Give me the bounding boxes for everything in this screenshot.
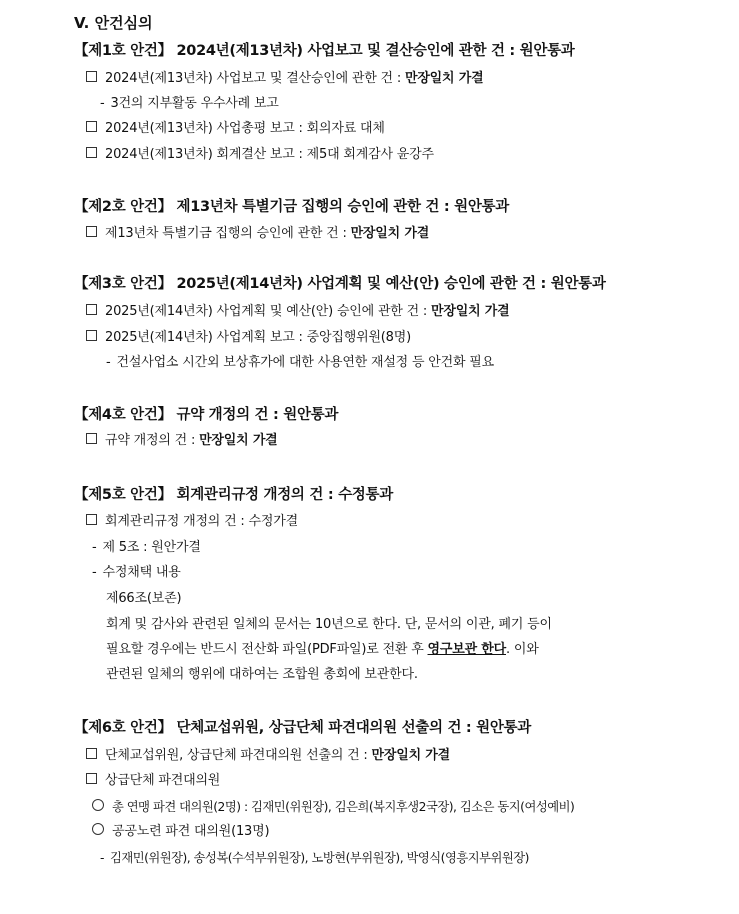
agenda1-item2-text: 2024년(제13년차) 사업총평 보고 : 회의자료 대체 — [105, 121, 385, 136]
circle-bullet-icon — [92, 823, 104, 835]
agenda1-item1 — [86, 70, 483, 88]
agenda1-item2 — [86, 120, 385, 138]
agenda6-item1-result: 만장일치 가결 — [371, 748, 450, 763]
agenda5-body1: 회계 및 감사와 관련된 일체의 문서는 10년으로 한다. 단, 문서의 이관, 폐기 등이 — [106, 617, 552, 632]
dash-bullet: - — [100, 851, 104, 865]
agenda5-item1 — [86, 513, 298, 531]
checkbox-square-icon — [86, 226, 97, 237]
agenda4-title: 【제4호 안건】 규약 개정의 건 : 원안통과 — [74, 407, 339, 423]
agenda6-title: 【제6호 안건】 단체교섭위원, 상급단체 파견대의원 선출의 건 : 원안통과 — [74, 720, 531, 736]
agenda3-item2-text: 2025년(제14년차) 사업계획 보고 : 중앙집행위원(8명) — [105, 330, 411, 345]
agenda1-item3-text: 2024년(제13년차) 회계결산 보고 : 제5대 회계감사 윤강주 — [105, 147, 434, 162]
dash-bullet: - — [92, 540, 97, 555]
agenda2-item1-text: 제13년차 특별기금 집행의 승인에 관한 건 : — [105, 226, 351, 241]
agenda6-sub1-text: 김재민(위원장), 송성복(수석부위원장), 노방현(부위원장), 박영식(영흥지부위원장) — [109, 851, 529, 865]
agenda1-sub1 — [100, 95, 279, 113]
checkbox-square-icon — [86, 773, 97, 784]
circle-bullet-icon — [92, 799, 104, 811]
agenda3-item1-text: 2025년(제14년차) 사업계획 및 예산(안) 승인에 관한 건 : — [105, 304, 431, 319]
agenda1-sub1-text: 3건의 지부활동 우수사례 보고 — [110, 96, 279, 111]
agenda1-item1-text: 2024년(제13년차) 사업보고 및 결산승인에 관한 건 : — [105, 71, 405, 86]
agenda2-item1-result: 만장일치 가결 — [350, 226, 430, 241]
agenda5-body2-post: . 이와 — [506, 642, 539, 657]
agenda5-item1-text: 회계관리규정 개정의 건 : 수정가결 — [105, 514, 298, 529]
agenda5-sub1-text: 제 5조 : 원안가결 — [102, 540, 201, 555]
agenda5-sub2-text: 수정채택 내용 — [102, 565, 181, 580]
agenda6-item1-text: 단체교섭위원, 상급단체 파견대의원 선출의 건 : — [105, 748, 372, 763]
agenda3-sub1 — [106, 354, 494, 372]
agenda5-body3: 관련된 일체의 행위에 대하여는 조합원 총회에 보관한다. — [106, 667, 418, 682]
agenda5-body2-pre: 필요할 경우에는 반드시 전산화 파일(PDF파일)로 전환 후 — [106, 642, 428, 657]
agenda6-circle1-text: 총 연맹 파견 대의원(2명) : 김재민(위원장), 김은희(복지후생2국장), 김소은 동지(여성예비) — [112, 800, 575, 814]
checkbox-square-icon — [86, 121, 97, 132]
agenda5-sub2 — [92, 564, 181, 582]
agenda3-item2 — [86, 329, 411, 347]
checkbox-square-icon — [86, 433, 97, 444]
agenda4-item1-result: 만장일치 가결 — [199, 433, 278, 448]
agenda3-sub1-text: 건설사업소 시간외 보상휴가에 대한 사용연한 재설정 등 안건화 필요 — [116, 355, 494, 370]
agenda6-circle2-text: 공공노련 파견 대의원(13명) — [112, 824, 270, 839]
agenda6-sub1 — [100, 849, 529, 867]
dash-bullet: - — [100, 96, 105, 111]
agenda3-item1 — [86, 303, 509, 321]
agenda5-title: 【제5호 안건】 회계관리규정 개정의 건 : 수정통과 — [74, 487, 393, 503]
dash-bullet: - — [92, 565, 97, 580]
agenda6-item2 — [86, 772, 220, 790]
checkbox-square-icon — [86, 304, 97, 315]
agenda5-sub1 — [92, 539, 201, 557]
agenda6-item1 — [86, 747, 450, 765]
agenda1-title: 【제1호 안건】 2024년(제13년차) 사업보고 및 결산승인에 관한 건 : 원안통과 — [74, 43, 575, 59]
agenda3-title: 【제3호 안건】 2025년(제14년차) 사업계획 및 예산(안) 승인에 관한 건 : 원안통과 — [74, 276, 606, 292]
section-heading: V. 안건심의 — [74, 14, 153, 32]
checkbox-square-icon — [86, 71, 97, 82]
agenda1-item3 — [86, 146, 434, 164]
agenda5-body2 — [106, 641, 539, 659]
agenda1-item1-result: 만장일치 가결 — [404, 71, 484, 86]
dash-bullet: - — [106, 355, 111, 370]
agenda6-circle2 — [92, 823, 269, 841]
checkbox-square-icon — [86, 514, 97, 525]
agenda4-item1-text: 규약 개정의 건 : — [105, 433, 200, 448]
checkbox-square-icon — [86, 147, 97, 158]
checkbox-square-icon — [86, 330, 97, 341]
agenda6-circle1 — [92, 798, 574, 816]
agenda2-title: 【제2호 안건】 제13년차 특별기금 집행의 승인에 관한 건 : 원안통과 — [74, 199, 509, 215]
checkbox-square-icon — [86, 748, 97, 759]
agenda5-article: 제66조(보존) — [106, 591, 182, 606]
agenda4-item1 — [86, 432, 278, 450]
agenda3-item1-result: 만장일치 가결 — [431, 304, 510, 319]
agenda5-body2-underline: 영구보관 한다 — [427, 642, 506, 657]
agenda6-item2-text: 상급단체 파견대의원 — [105, 773, 221, 788]
agenda2-item1 — [86, 225, 429, 243]
